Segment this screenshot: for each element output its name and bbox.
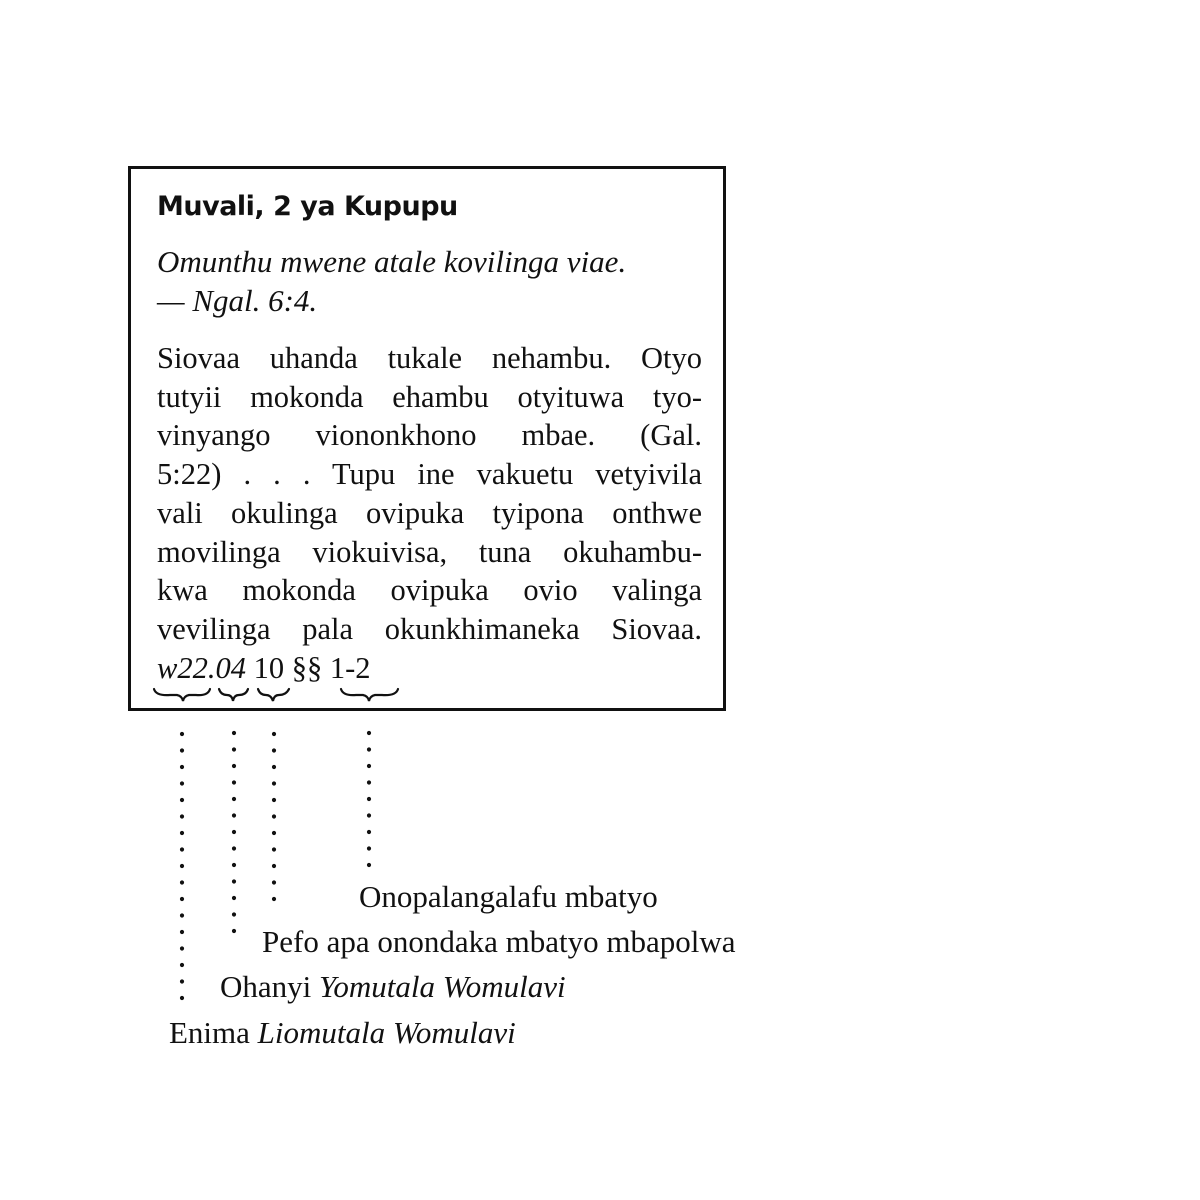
leader-publication-dot <box>180 996 184 1000</box>
leader-publication-dot <box>180 748 184 752</box>
legend-publication <box>169 1015 516 1051</box>
leader-paragraphs-dot <box>367 797 371 801</box>
leader-publication-dot <box>180 781 184 785</box>
leader-publication-dot <box>180 798 184 802</box>
leader-publication-dot <box>180 732 184 736</box>
leader-page-dot <box>272 847 276 851</box>
verse-text: Omunthu mwene atale kovilinga viae. <box>157 244 627 279</box>
comment-body <box>157 339 702 687</box>
legend-page: Pefo apa onondaka mbatyo mbapolwa <box>262 924 736 959</box>
comment-line: vinyango viononkhono mbae. (Gal. <box>157 418 702 453</box>
leader-publication-dot <box>180 963 184 967</box>
leader-page-dot <box>272 880 276 884</box>
ref-paragraph-symbol: §§ <box>291 650 323 685</box>
ref-issue: .04 <box>207 650 246 685</box>
leader-page-dot <box>272 781 276 785</box>
leader-paragraphs-dot <box>367 813 371 817</box>
leader-page-dot <box>272 765 276 769</box>
legend-publication-title: Liomutala Womulavi <box>257 1015 516 1050</box>
leader-publication-dot <box>180 897 184 901</box>
ref-paragraphs: 1-2 <box>329 650 371 685</box>
daily-text-card <box>128 166 726 711</box>
legend-issue-prefix: Ohanyi <box>220 969 312 1004</box>
comment-line: 5:22) . . . Tupu ine vakuetu vetyivila <box>157 457 702 492</box>
comment-line: vali okulinga ovipuka tyipona onthwe <box>157 495 702 530</box>
leader-paragraphs-dot <box>367 780 371 784</box>
date-title: Muvali, 2 ya Kupupu <box>157 191 458 222</box>
leader-paragraphs-dot <box>367 830 371 834</box>
leader-page-dot <box>272 748 276 752</box>
ref-page: 10 <box>253 650 285 685</box>
leader-publication-dot <box>180 765 184 769</box>
leader-paragraphs-dot <box>367 764 371 768</box>
leader-issue-dot <box>232 813 236 817</box>
verse-citation: — Ngal. 6:4. <box>157 283 318 318</box>
leader-issue-dot <box>232 896 236 900</box>
leader-issue-dot <box>232 764 236 768</box>
legend-publication-prefix: Enima <box>169 1015 250 1050</box>
legend-issue <box>220 969 566 1005</box>
leader-issue-dot <box>232 929 236 933</box>
leader-publication-dot <box>180 880 184 884</box>
leader-publication-dot <box>180 930 184 934</box>
ref-publication: w22 <box>157 650 208 685</box>
leader-page-dot <box>272 864 276 868</box>
leader-publication-dot <box>180 979 184 983</box>
leader-paragraphs-dot <box>367 846 371 850</box>
leader-issue-dot <box>232 780 236 784</box>
leader-publication-dot <box>180 946 184 950</box>
source-reference <box>157 649 702 688</box>
legend-paragraphs: Onopalangalafu mbatyo <box>359 879 658 914</box>
leader-paragraphs-dot <box>367 863 371 867</box>
comment-line: vevilinga pala okunkhimaneka Siovaa. <box>157 611 702 646</box>
leader-issue-dot <box>232 797 236 801</box>
leader-page-dot <box>272 831 276 835</box>
legend-issue-title: Yomutala Womulavi <box>319 969 566 1004</box>
leader-issue-dot <box>232 830 236 834</box>
leader-issue-dot <box>232 731 236 735</box>
leader-page-dot <box>272 814 276 818</box>
leader-issue-dot <box>232 879 236 883</box>
leader-paragraphs-dot <box>367 747 371 751</box>
comment-line: tutyii mokonda ehambu otyituwa tyo- <box>157 379 702 414</box>
theme-verse <box>157 242 717 320</box>
comment-line: movilinga viokuivisa, tuna okuhambu- <box>157 534 702 569</box>
leader-page-dot <box>272 897 276 901</box>
leader-issue-dot <box>232 846 236 850</box>
leader-publication-dot <box>180 814 184 818</box>
leader-publication-dot <box>180 831 184 835</box>
leader-paragraphs-dot <box>367 731 371 735</box>
comment-line: kwa mokonda ovipuka ovio valinga <box>157 573 702 608</box>
leader-issue-dot <box>232 747 236 751</box>
leader-publication-dot <box>180 847 184 851</box>
leader-page-dot <box>272 732 276 736</box>
leader-page-dot <box>272 798 276 802</box>
leader-publication-dot <box>180 913 184 917</box>
leader-publication-dot <box>180 864 184 868</box>
leader-issue-dot <box>232 863 236 867</box>
comment-line: Siovaa uhanda tukale nehambu. Otyo <box>157 341 702 375</box>
leader-issue-dot <box>232 912 236 916</box>
